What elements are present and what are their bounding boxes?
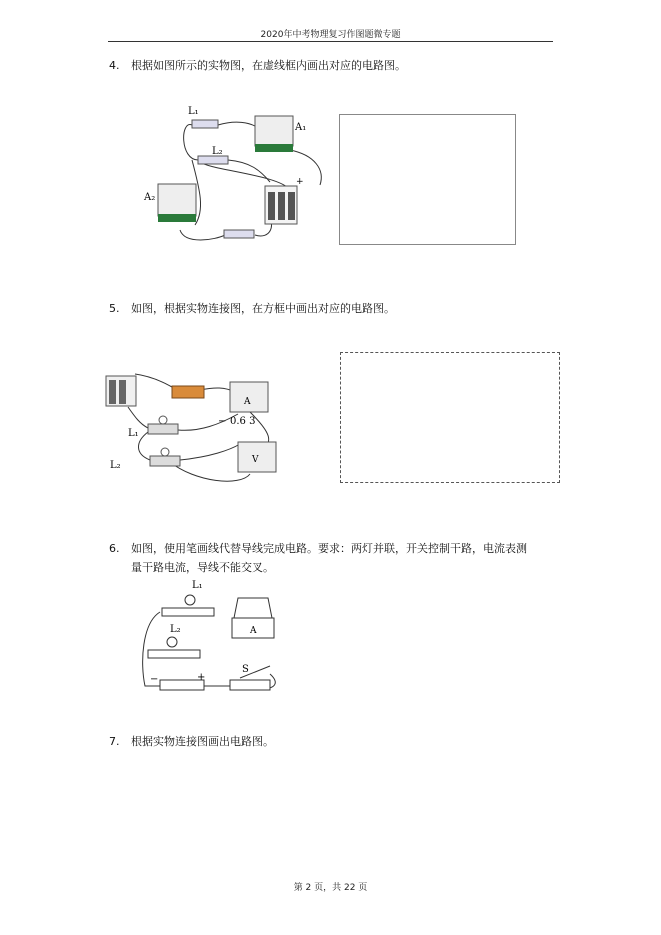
svg-text:−: − <box>150 674 159 685</box>
q4-switch <box>224 230 254 238</box>
q4-a1-label: A₁ <box>295 122 307 133</box>
svg-text:V: V <box>252 455 259 465</box>
q6-l2-label: L₂ <box>170 624 181 635</box>
page-footer: 第 2 页，共 22 页 <box>293 883 368 893</box>
q5-answer-box <box>340 352 560 483</box>
svg-text:+: + <box>197 672 206 683</box>
q5-switch <box>172 386 204 398</box>
q4-ammeter-a2 <box>158 184 196 216</box>
question-text: 根据如图所示的实物图，在虚线框内画出对应的电路图。 <box>131 59 406 72</box>
question-7 <box>109 732 274 751</box>
svg-text:+: + <box>296 177 304 187</box>
svg-text:A: A <box>250 626 257 636</box>
question-number: 7. <box>109 735 120 748</box>
q6-lamp-l2 <box>148 650 200 658</box>
question-number: 4. <box>109 59 120 72</box>
question-number: 6. <box>109 542 120 555</box>
question-4 <box>109 56 406 75</box>
question-text: 根据实物连接图画出电路图。 <box>131 735 274 748</box>
question-text-line2: 量干路电流，导线不能交叉。 <box>131 561 274 574</box>
header-divider <box>108 41 553 42</box>
q5-l1-label: L₁ <box>128 428 139 439</box>
q4-ammeter-a1 <box>255 116 293 146</box>
q5-lamp-l2 <box>150 456 180 466</box>
q6-s-label: S <box>242 664 249 675</box>
q4-l2-label: L₂ <box>212 146 223 157</box>
question-text: 如图，根据实物连接图，在方框中画出对应的电路图。 <box>131 302 395 315</box>
question-5 <box>109 299 395 318</box>
q5-l2-label: L₂ <box>110 460 121 471</box>
q6-lamp-l1 <box>162 608 214 616</box>
q6-switch <box>230 680 270 690</box>
svg-text:−: − <box>218 416 227 427</box>
q4-l1-label: L₁ <box>188 106 199 117</box>
question-6 <box>109 539 559 577</box>
q6-ammeter <box>234 598 272 618</box>
q4-a2-label: A₂ <box>144 192 156 203</box>
page-header: 2020年中考物理复习作图题微专题 <box>260 30 401 40</box>
q5-lamp-l1 <box>148 424 178 434</box>
q6-circuit-figure <box>130 578 290 696</box>
q5-scale-label: 0.6 3 <box>230 416 256 427</box>
q4-circuit-figure <box>140 100 330 250</box>
svg-text:A: A <box>244 397 251 407</box>
q5-circuit-figure <box>100 362 300 492</box>
question-text-line1: 如图，使用笔画线代替导线完成电路。要求：两灯并联，开关控制干路，电流表测 <box>131 542 527 555</box>
question-number: 5. <box>109 302 120 315</box>
q6-l1-label: L₁ <box>192 580 203 591</box>
q4-answer-box <box>339 114 516 245</box>
